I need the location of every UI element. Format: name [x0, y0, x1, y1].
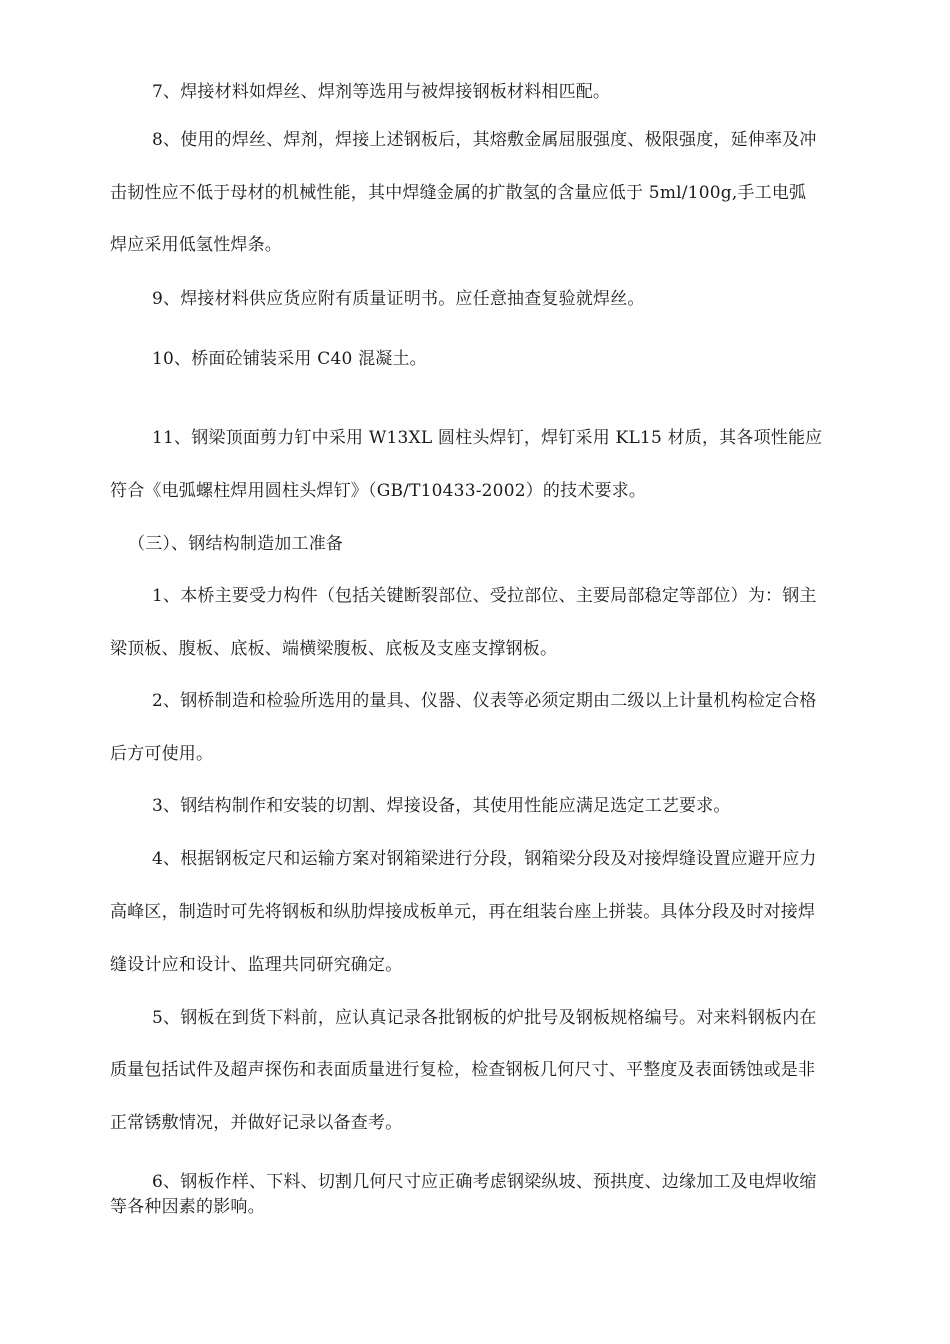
item-8-line-2: 击韧性应不低于母材的机械性能，其中焊缝金属的扩散氢的含量应低于 5ml/100g,手工电弧	[110, 183, 807, 203]
item-8-line-3: 焊应采用低氢性焊条。	[110, 235, 282, 255]
prep-5-line-3: 正常锈敷情况，并做好记录以备查考。	[110, 1113, 403, 1133]
item-7-line-1: 7、焊接材料如焊丝、焊剂等选用与被焊接钢板材料相匹配。	[152, 82, 611, 102]
prep-1-line-2: 梁顶板、腹板、底板、端横梁腹板、底板及支座支撑钢板。	[110, 639, 558, 659]
prep-5-line-2: 质量包括试件及超声探伤和表面质量进行复检，检查钢板几何尺寸、平整度及表面锈蚀或是非	[110, 1060, 816, 1080]
prep-6-line-2: 等各种因素的影响。	[110, 1197, 265, 1217]
prep-6-line-1: 6、钢板作样、下料、切割几何尺寸应正确考虑钢梁纵坡、预拱度、边缘加工及电焊收缩	[152, 1172, 817, 1192]
prep-2-line-2: 后方可使用。	[110, 744, 214, 764]
item-11-line-1: 11、钢梁顶面剪力钉中采用 W13XL 圆柱头焊钉，焊钉采用 KL15 材质，其各项性能应	[152, 428, 823, 448]
prep-5-line-1: 5、钢板在到货下料前，应认真记录各批钢板的炉批号及钢板规格编号。对来料钢板内在	[152, 1008, 817, 1028]
prep-4-line-2: 高峰区，制造时可先将钢板和纵肋焊接成板单元，再在组装台座上拼装。具体分段及时对接焊	[110, 902, 816, 922]
prep-1-line-1: 1、本桥主要受力构件（包括关键断裂部位、受拉部位、主要局部稳定等部位）为：钢主	[152, 586, 817, 606]
prep-2-line-1: 2、钢桥制造和检验所选用的量具、仪器、仪表等必须定期由二级以上计量机构检定合格	[152, 691, 817, 711]
prep-4-line-1: 4、根据钢板定尺和运输方案对钢箱梁进行分段，钢箱梁分段及对接焊缝设置应避开应力	[152, 849, 817, 869]
prep-4-line-3: 缝设计应和设计、监理共同研究确定。	[110, 955, 403, 975]
prep-3-line-1: 3、钢结构制作和安装的切割、焊接设备，其使用性能应满足选定工艺要求。	[152, 796, 731, 816]
item-9-line-1: 9、焊接材料供应货应附有质量证明书。应任意抽查复验就焊丝。	[152, 289, 645, 309]
item-8-line-1: 8、使用的焊丝、焊剂，焊接上述钢板后，其熔敷金属屈服强度、极限强度，延伸率及冲	[152, 130, 817, 150]
item-10-line-1: 10、桥面砼铺装采用 C40 混凝土。	[152, 349, 427, 369]
item-11-line-2: 符合《电弧螺柱焊用圆柱头焊钉》（GB/T10433-2002）的技术要求。	[110, 481, 647, 501]
section-heading: （三）、钢结构制造加工准备	[128, 534, 344, 554]
